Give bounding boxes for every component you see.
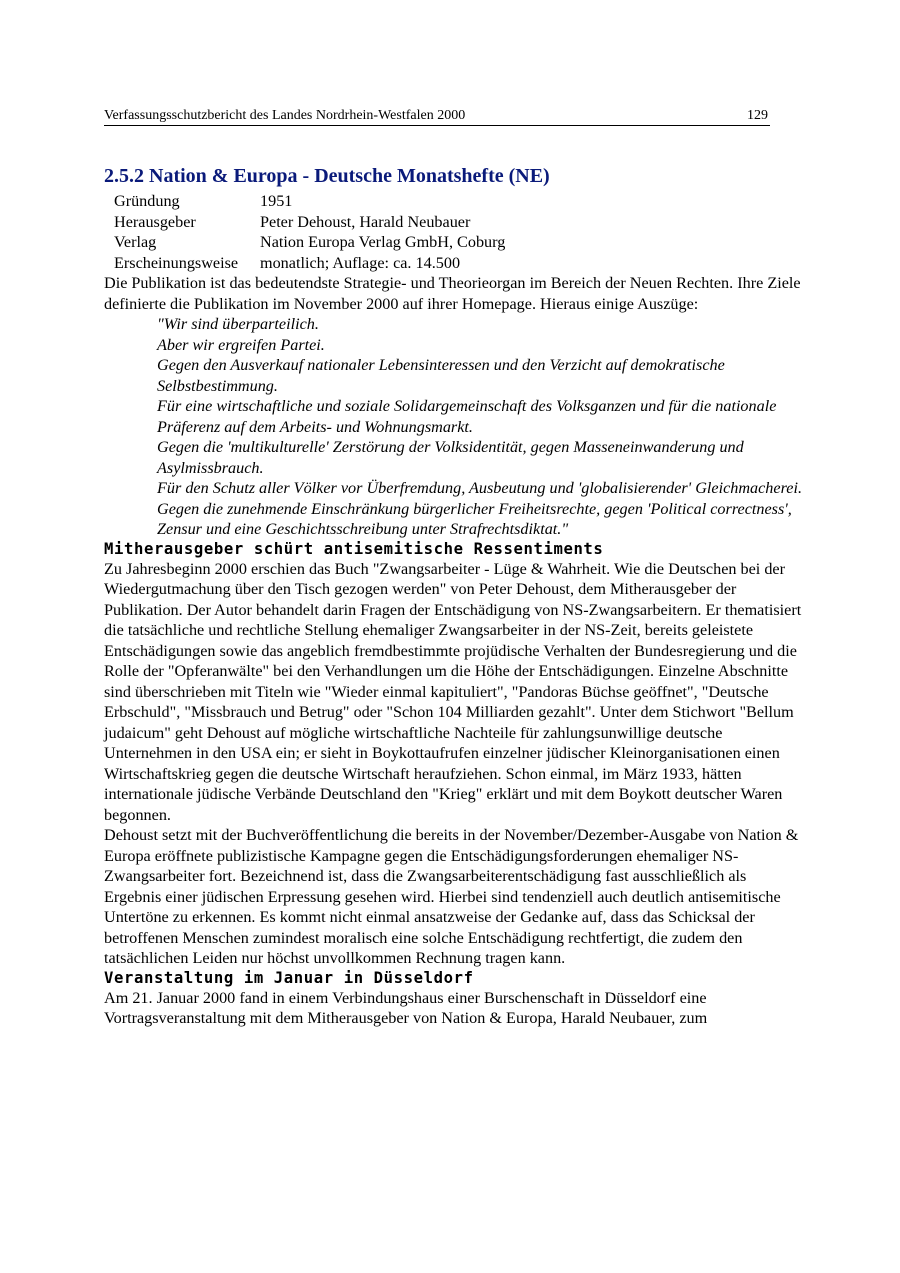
page-body <box>104 163 804 1029</box>
info-key: Verlag <box>114 233 157 251</box>
quote-line: "Wir sind überparteilich. <box>157 315 319 333</box>
body-paragraph: Zu Jahresbeginn 2000 erschien das Buch "Zwangsarbeiter - Lüge & Wahrheit. Wie die Deutschen bei der Wiedergutmachung über den Tisch gezogen werden" von Peter Dehoust, dem Mitherausgeber der Publikation. Der Autor behandelt darin Fragen der Entschädigung von NS-Zwangsarbeitern. Er thematisiert die tatsächliche und rechtliche Stellung ehemaliger Zwangsarbeiter in der NS-Zeit, bereits geleistete Entschädigungen sowie das angeblich fremdbestimmte projüdische Verhalten der Bundesregierung und die Rolle der "Opferanwälte" bei den Verhandlungen um die Höhe der Entschädigungen. Einzelne Abschnitte sind überschrieben mit Titeln wie "Wieder einmal kapituliert", "Pandoras Büchse geöffnet", "Deutsche Erbschuld", "Missbrauch und Betrug" oder "Schon 104 Milliarden gezahlt". Unter dem Stichwort "Bellum judaicum" geht Dehoust auf mögliche wirtschaftliche Nachteile für zahlungsunwillige deutsche Unternehmen in den USA ein; er sieht in Boykottaufrufen einzelner jüdischer Kleinorganisationen einen Wirtschaftskrieg gegen die deutsche Wirtschaft heraufziehen. Schon einmal, im März 1933, hätten internationale jüdische Verbände Deutschland den "Krieg" erklärt und mit dem Boykott deutscher Waren begonnen. <box>104 559 802 824</box>
quote-line: Aber wir ergreifen Partei. <box>157 335 325 354</box>
subsection-heading: Veranstaltung im Januar in Düsseldorf <box>104 968 474 987</box>
body-paragraph: Am 21. Januar 2000 fand in einem Verbindungshaus einer Burschenschaft in Düsseldorf eine Vortragsveranstaltung mit dem Mitherausgeber von Nation & Europa, Harald Neubauer, zum <box>104 988 708 1027</box>
info-row <box>112 191 511 212</box>
page-number: 129 <box>747 108 768 123</box>
info-row <box>112 212 511 233</box>
info-key: Erscheinungsweise <box>114 253 239 272</box>
info-row <box>112 253 511 274</box>
quote-line: Gegen die 'multikulturelle' Zerstörung der Volksidentität, gegen Masseneinwanderung und Asylmissbrauch. <box>157 438 744 477</box>
running-header <box>104 108 770 126</box>
info-value: Peter Dehoust, Harald Neubauer <box>260 212 471 231</box>
info-value: monatlich; Auflage: ca. 14.500 <box>260 253 461 272</box>
quote-line: Für eine wirtschaftliche und soziale Solidargemeinschaft des Volksganzen und für die nationale Präferenz auf dem Arbeits- und Wohnungsmarkt. <box>157 397 777 436</box>
body-paragraph: Dehoust setzt mit der Buchveröffentlichung die bereits in der November/Dezember-Ausgabe von Nation & Europa eröffnete publizistische Kampagne gegen die Entschädigungsforderungen ehemaliger NS-Zwangsarbeiter fort. Bezeichnend ist, dass die Zwangsarbeiterentschädigung fast ausschließlich als Ergebnis einer jüdischen Erpressung gesehen wird. Hierbei sind tendenziell auch deutlich antisemitische Untertöne zu erkennen. Es kommt nicht einmal ansatzweise der Gedanke auf, dass das Schicksal der betroffenen Menschen zumindest moralisch eine solche Entschädigung rechtfertigt, die zudem den tatsächlichen Leiden nur höchst unvollkommen Rechnung tragen kann. <box>104 826 799 967</box>
header-title: Verfassungsschutzbericht des Landes Nordrhein-Westfalen 2000 <box>104 108 466 123</box>
publication-info-table <box>112 191 511 273</box>
quote-line: Gegen den Ausverkauf nationaler Lebensinteressen und den Verzicht auf demokratische Selbstbestimmung. <box>157 356 725 395</box>
section-heading: 2.5.2 Nation & Europa - Deutsche Monatshefte (NE) <box>104 165 550 187</box>
quote-line: Gegen die zunehmende Einschränkung bürgerlicher Freiheitsrechte, gegen 'Political correctness', Zensur und eine Geschichtsschreibung unter Strafrechtsdiktat." <box>157 499 792 538</box>
info-row <box>112 232 511 253</box>
quote-line: Für den Schutz aller Völker vor Überfremdung, Ausbeutung und 'globalisierender' Gleichmacherei. <box>157 479 803 497</box>
homepage-quote <box>104 314 804 540</box>
info-key: Herausgeber <box>114 212 196 231</box>
intro-paragraph: Die Publikation ist das bedeutendste Strategie- und Theorieorgan im Bereich der Neuen Rechten. Ihre Ziele definierte die Publikation im November 2000 auf ihrer Homepage. Hieraus einige Auszüge: <box>104 274 801 313</box>
info-value: 1951 <box>260 192 293 210</box>
info-value: Nation Europa Verlag GmbH, Coburg <box>260 233 506 251</box>
info-key: Gründung <box>114 192 180 210</box>
subsection-heading: Mitherausgeber schürt antisemitische Ressentiments <box>104 539 604 558</box>
